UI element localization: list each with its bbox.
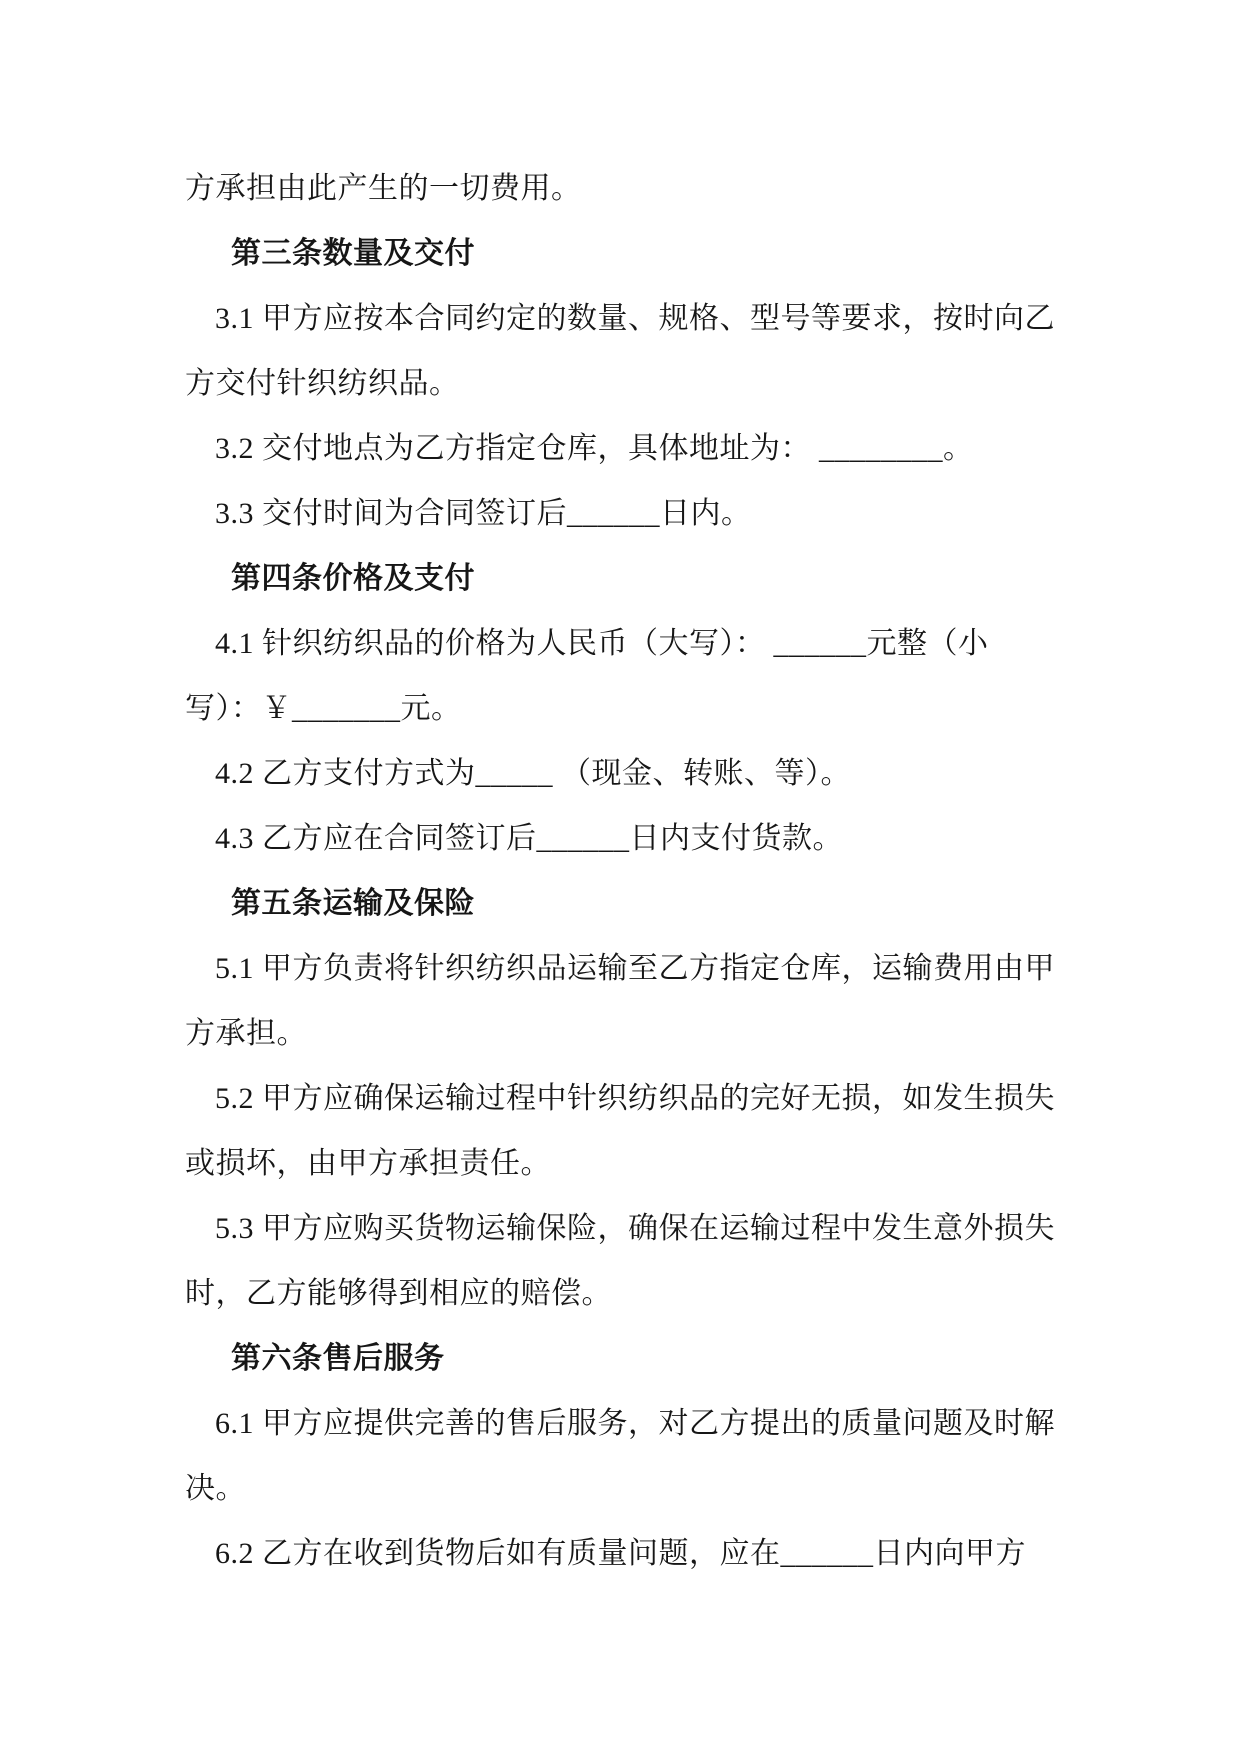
paragraph-line: 方承担由此产生的一切费用。 <box>185 172 582 205</box>
section-heading: 第五条运输及保险 <box>231 887 475 920</box>
paragraph-first-line: 5.2 甲方应确保运输过程中针织纺织品的完好无损，如发生损失 <box>215 1082 1055 1115</box>
section-heading: 第四条价格及支付 <box>231 562 475 595</box>
paragraph-line: 写）：￥_______元。 <box>185 692 462 725</box>
paragraph-first-line: 3.2 交付地点为乙方指定仓库，具体地址为： ________。 <box>215 432 974 465</box>
paragraph-first-line: 4.1 针织纺织品的价格为人民币（大写）： ______元整（小 <box>215 627 989 660</box>
paragraph-first-line: 6.2 乙方在收到货物后如有质量问题，应在______日内向甲方 <box>215 1537 1026 1570</box>
section-heading: 第六条售后服务 <box>231 1342 445 1375</box>
paragraph-first-line: 4.3 乙方应在合同签订后______日内支付货款。 <box>215 822 843 855</box>
paragraph-line: 决。 <box>185 1472 246 1505</box>
paragraph-line: 方承担。 <box>185 1017 307 1050</box>
paragraph-first-line: 3.1 甲方应按本合同约定的数量、规格、型号等要求，按时向乙 <box>215 302 1055 335</box>
paragraph-first-line: 4.2 乙方支付方式为_____ （现金、转账、等）。 <box>215 757 851 790</box>
document-body <box>185 156 1075 1586</box>
paragraph-first-line: 6.1 甲方应提供完善的售后服务，对乙方提出的质量问题及时解 <box>215 1407 1055 1440</box>
paragraph-line: 方交付针织纺织品。 <box>185 367 460 400</box>
paragraph-first-line: 5.1 甲方负责将针织纺织品运输至乙方指定仓库，运输费用由甲 <box>215 952 1055 985</box>
paragraph-first-line: 3.3 交付时间为合同签订后______日内。 <box>215 497 752 530</box>
paragraph-first-line: 5.3 甲方应购买货物运输保险，确保在运输过程中发生意外损失 <box>215 1212 1055 1245</box>
paragraph-line: 时，乙方能够得到相应的赔偿。 <box>185 1277 612 1310</box>
paragraph-line: 或损坏，由甲方承担责任。 <box>185 1147 551 1180</box>
section-heading: 第三条数量及交付 <box>231 237 475 270</box>
